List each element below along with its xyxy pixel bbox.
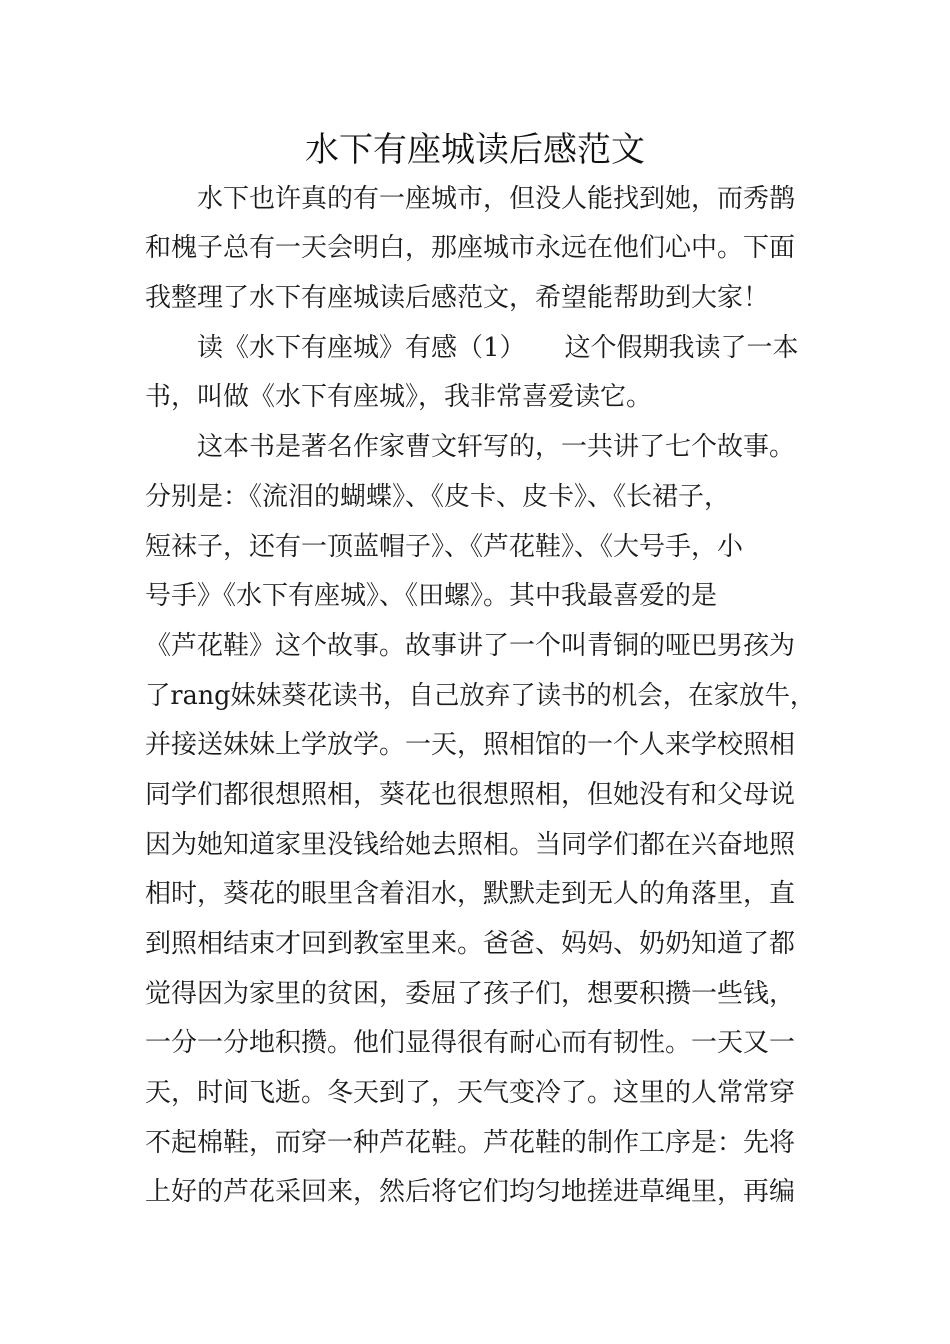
paragraph-line: 短袜子，还有一顶蓝帽子》、《芦花鞋》、《大号手，小 (145, 532, 744, 562)
paragraph-line: 书，叫做《水下有座城》，我非常喜爱读它。 (145, 382, 653, 412)
document-title: 水下有座城读后感范文 (305, 130, 645, 170)
paragraph-line: 分别是：《流泪的蝴蝶》、《皮卡、皮卡》、《长裙子， (145, 482, 731, 512)
paragraph-line: 我整理了水下有座城读后感范文，希望能帮助到大家！ (145, 283, 770, 313)
paragraph-line: 这本书是著名作家曹文轩写的，一共讲了七个故事。 (145, 432, 796, 462)
paragraph-line: 了rang妹妹葵花读书，自己放弃了读书的机会，在家放牛， (145, 681, 816, 711)
paragraph-line: 因为她知道家里没钱给她去照相。当同学们都在兴奋地照 (145, 830, 796, 860)
paragraph-line: 上好的芦花采回来，然后将它们均匀地搓进草绳里，再编 (145, 1177, 796, 1207)
paragraph-line: 号手》《水下有座城》、《田螺》。其中我最喜爱的是 (145, 581, 718, 611)
paragraph-line: 不起棉鞋，而穿一种芦花鞋。芦花鞋的制作工序是：先将 (145, 1128, 796, 1158)
paragraph-line: 到照相结束才回到教室里来。爸爸、妈妈、奶奶知道了都 (145, 929, 796, 959)
paragraph-line: 天，时间飞逝。冬天到了，天气变冷了。这里的人常常穿 (145, 1078, 796, 1108)
paragraph-line: 一分一分地积攒。他们显得很有耐心而有韧性。一天又一 (145, 1028, 796, 1058)
paragraph-line: 和槐子总有一天会明白，那座城市永远在他们心中。下面 (145, 233, 796, 263)
paragraph-line: 《芦花鞋》这个故事。故事讲了一个叫青铜的哑巴男孩为 (145, 631, 796, 661)
paragraph-line: 相时，葵花的眼里含着泪水，默默走到无人的角落里，直 (145, 879, 796, 909)
paragraph-line: 同学们都很想照相，葵花也很想照相，但她没有和父母说 (145, 780, 796, 810)
paragraph-line: 读《水下有座城》有感（1） 这个假期我读了一本 (145, 333, 799, 363)
paragraph-line: 水下也许真的有一座城市，但没人能找到她，而秀鹊 (145, 184, 796, 214)
paragraph-line: 并接送妹妹上学放学。一天，照相馆的一个人来学校照相 (145, 730, 796, 760)
paragraph-line: 觉得因为家里的贫困，委屈了孩子们，想要积攒一些钱， (145, 979, 796, 1009)
